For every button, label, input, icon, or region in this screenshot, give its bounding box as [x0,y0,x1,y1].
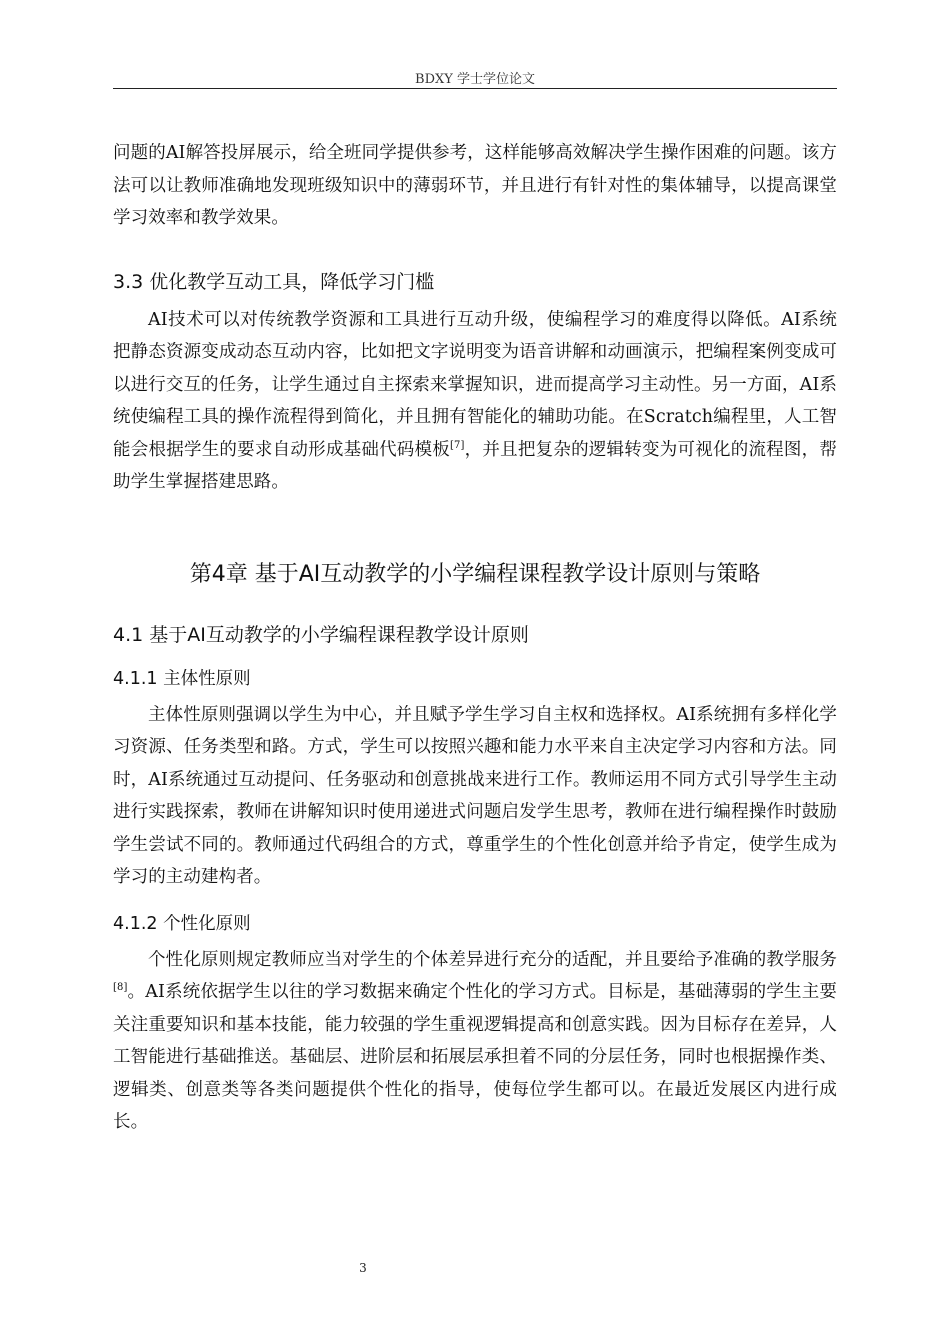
header-divider [113,88,837,89]
section-3-3-text-part-1: AI技术可以对传统教学资源和工具进行互动升级，使编程学习的难度得以降低。AI系统把静态资源变成动态互动内容，比如把文字说明变为语音讲解和动画演示，把编程案例变成可以进行交互的任务，让学生通过自主探索来掌握知识，进而提高学习主动性。另一方面，AI系统使编程工具的操作流程得到简化，并且拥有智能化的辅助功能。在Scratch编程里，人工智能会根据学生的要求自动形成基础代码模板 [113,309,837,460]
citation-7: [7] [450,439,465,451]
intro-paragraph: 问题的AI解答投屏展示，给全班同学提供参考，这样能够高效解决学生操作困难的问题。该方法可以让教师准确地发现班级知识中的薄弱环节，并且进行有针对性的集体辅导，以提高课堂学习效率和教学效果。 [113,143,837,228]
section-4-1-heading: 4.1 基于AI互动教学的小学编程课程教学设计原则 [113,623,529,646]
section-4-1-1-paragraph: 主体性原则强调以学生为中心，并且赋予学生学习自主权和选择权。AI系统拥有多样化学习资源、任务类型和路。方式，学生可以按照兴趣和能力水平来自主决定学习内容和方法。同时，AI系统通过互动提问、任务驱动和创意挑战来进行工作。教师运用不同方式引导学生主动进行实践探索，教师在讲解知识时使用递进式问题启发学生思考，教师在进行编程操作时鼓励学生尝试不同的。教师通过代码组合的方式，尊重学生的个性化创意并给予肯定，使学生成为学习的主动建构者。 [113,704,837,887]
page-number: 3 [359,1261,367,1275]
chapter-4-heading: 第4章 基于AI互动教学的小学编程课程教学设计原则与策略 [189,561,761,587]
section-4-1-2-text-part-2: 。AI系统依据学生以往的学习数据来确定个性化的学习方式。目标是，基础薄弱的学生主要关注重要知识和基本技能，能力较强的学生重视逻辑提高和创意实践。因为目标存在差异，人工智能进行基础推送。基础层、进阶层和拓展层承担着不同的分层任务，同时也根据操作类、逻辑类、创意类等各类问题提供个性化的指导，使每位学生都可以。在最近发展区内进行成长。 [113,982,837,1132]
section-4-1-2-heading: 4.1.2 个性化原则 [113,913,251,934]
section-4-1-2-paragraph [113,944,837,1139]
section-3-3-heading: 3.3 优化教学互动工具，降低学习门槛 [113,270,435,293]
section-4-1-1-heading: 4.1.1 主体性原则 [113,668,251,689]
section-4-1-2-text-part-1: 个性化原则规定教师应当对学生的个体差异进行充分的适配，并且要给予准确的教学服务 [148,949,837,970]
page-body [113,137,837,1139]
section-3-3-text-part-2: ，并且把复杂的逻辑转变为可视化的流程图，帮助学生掌握搭建思路。 [113,439,837,492]
running-header: BDXY 学士学位论文 [415,72,535,87]
section-3-3-paragraph [113,304,837,499]
citation-8: [8] [113,982,128,994]
